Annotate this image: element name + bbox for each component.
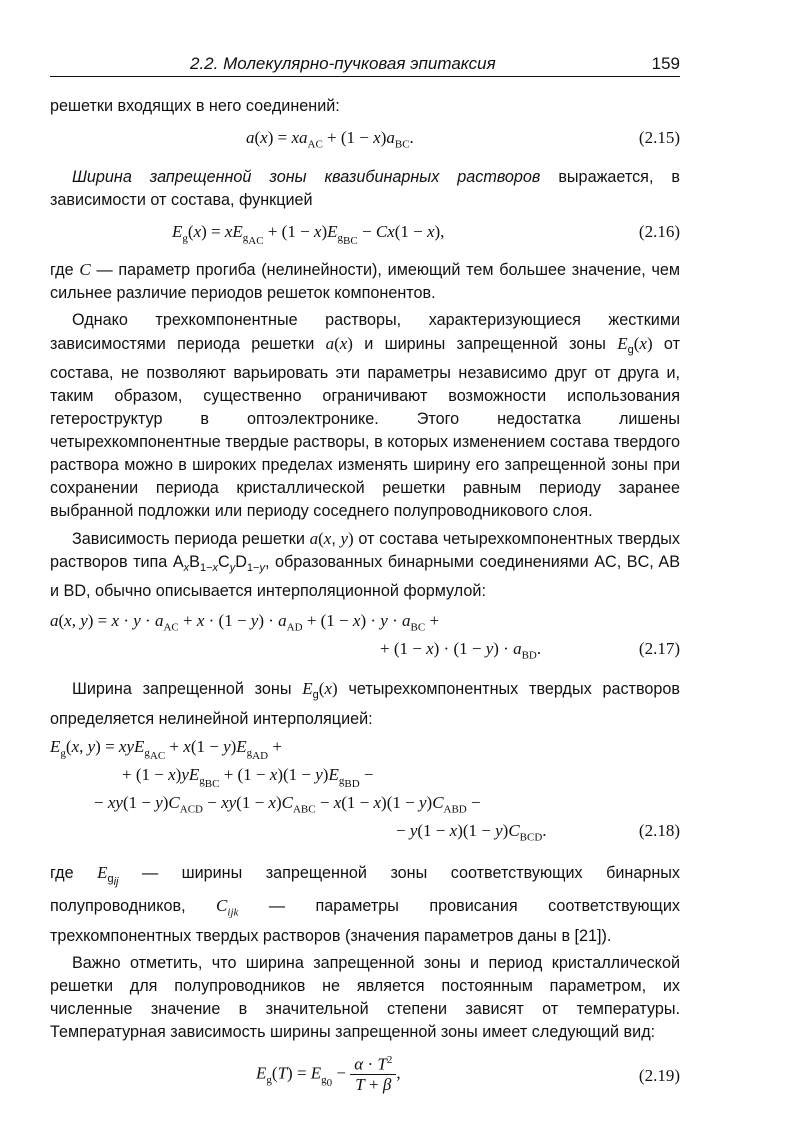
page-number: 159 xyxy=(651,54,680,73)
paragraph-5: Ширина запрещенной зоны $E_g(x)$ четырехкомпонентных твердых растворов определяется нелинейной интерполяцией: xyxy=(50,679,680,728)
equation-2-18-line-2: + $(1 - x)yE_{g_{BC}} + (1 - x)(1 - y)E_{g_{BD}}$ − xyxy=(122,764,374,791)
equation-2-17-line-2: + $(1 - x) \cdot (1 - y) \cdot a_{BD}$. (2.17) xyxy=(380,639,680,662)
equation-2-18-line-1: $E_g(x$, $y) = xyE_{g_{AC}} + x(1 - y)E_{g_{AD}}$ + xyxy=(50,736,282,763)
equation-2-19: $E_g(T) = E_{g_0}$ − $\frac{\alpha \cdot T^2}{T + \beta}$ , (2.19) xyxy=(256,1053,680,1095)
paragraph-6: где $E_{g_{ij}}$ — ширины запрещенной зоны соответствующих бинарных полупроводников, $C_{ijk}$ — параметры провисания соответствующих трехкомпонентных твердых растворов (значения параметров даны в [21]). xyxy=(50,862,681,945)
page xyxy=(50,52,680,1102)
equation-number: (2.15) xyxy=(638,128,680,147)
paragraph-1: Ширина запрещенной зоны квазибинарных растворов выражается, в зависимости от состава, функцией xyxy=(50,168,680,209)
equation-2-16: $E_g(x) = xE_{g_{AC}} + (1 - x)E_{g_{BC}} - Cx(1 - x)$, (2.16) xyxy=(172,222,680,248)
header-title: 2.2. Молекулярно-пучковая эпитаксия xyxy=(190,54,496,73)
paragraph-0: решетки входящих в него соединений: xyxy=(50,97,340,115)
equation-2-18-line-3: − $xy(1 - y)C_{ACD} - xy(1 - x)C_{ABC} - x(1 - x)(1 - y)C_{ABD}$ − xyxy=(94,792,481,816)
paragraph-2: где C — параметр прогиба (нелинейности), имеющий тем большее значение, чем сильнее различие периодов решеток компонентов. xyxy=(50,260,681,302)
paragraph-7: Важно отметить, что ширина запрещенной зоны и период кристаллической решетки для полупроводников не является постоянным параметром, их численные значение в значительной степени зависят от температуры. Температурная зависимость ширины запрещенной зоны имеет следующий вид: xyxy=(50,953,680,1041)
equation-number: (2.19) xyxy=(638,1065,680,1085)
equation-2-18-line-4: − $y(1 - x)(1 - y)C_{BCD}$. (2.18) xyxy=(396,820,680,844)
equation-number: (2.16) xyxy=(638,222,680,241)
paragraph-4: Зависимость периода решетки a(x, y) от состава четырехкомпонентных твердых растворов типа $A_xB_{1-x}C_yD_{1-y}$, образованных бинарными соединениями AC, BC, AB и BD, обычно описывается интерполяционной формулой: xyxy=(50,529,680,601)
equation-2-17-line-1: a(x, $y) = x \cdot y \cdot a_{AC} + x \cdot (1 - y) \cdot a_{AD} + (1 - x) \cdot y \cdot a_{BC}$ + xyxy=(50,611,440,634)
running-header xyxy=(50,52,680,77)
equation-number: (2.17) xyxy=(638,639,680,659)
equation-number: (2.18) xyxy=(638,820,680,840)
equation-2-15: $a(x) = xa_{AC} + (1 - x)a_{BC}$. (2.15) xyxy=(246,128,680,151)
paragraph-3: Однако трехкомпонентные растворы, характеризующиеся жесткими зависимостями периода решетки a(x) и ширины запрещенной зоны $E_g(x)$ от состава, не позволяют варьировать эти параметры независимо друг от друга и, таким образом, существенно ограничивают возможности использования гетероструктур в оптоэлектронике. Этого недостатка лишены четырехкомпонентные твердые растворы, в которых изменением состава твердого раствора можно в широких пределах изменять ширину его запрещенной зоны при сохранении периода кристаллической решетки равным периоду заранее выбранной подложки или периоду соседнего полупроводникового слоя. xyxy=(50,311,680,521)
